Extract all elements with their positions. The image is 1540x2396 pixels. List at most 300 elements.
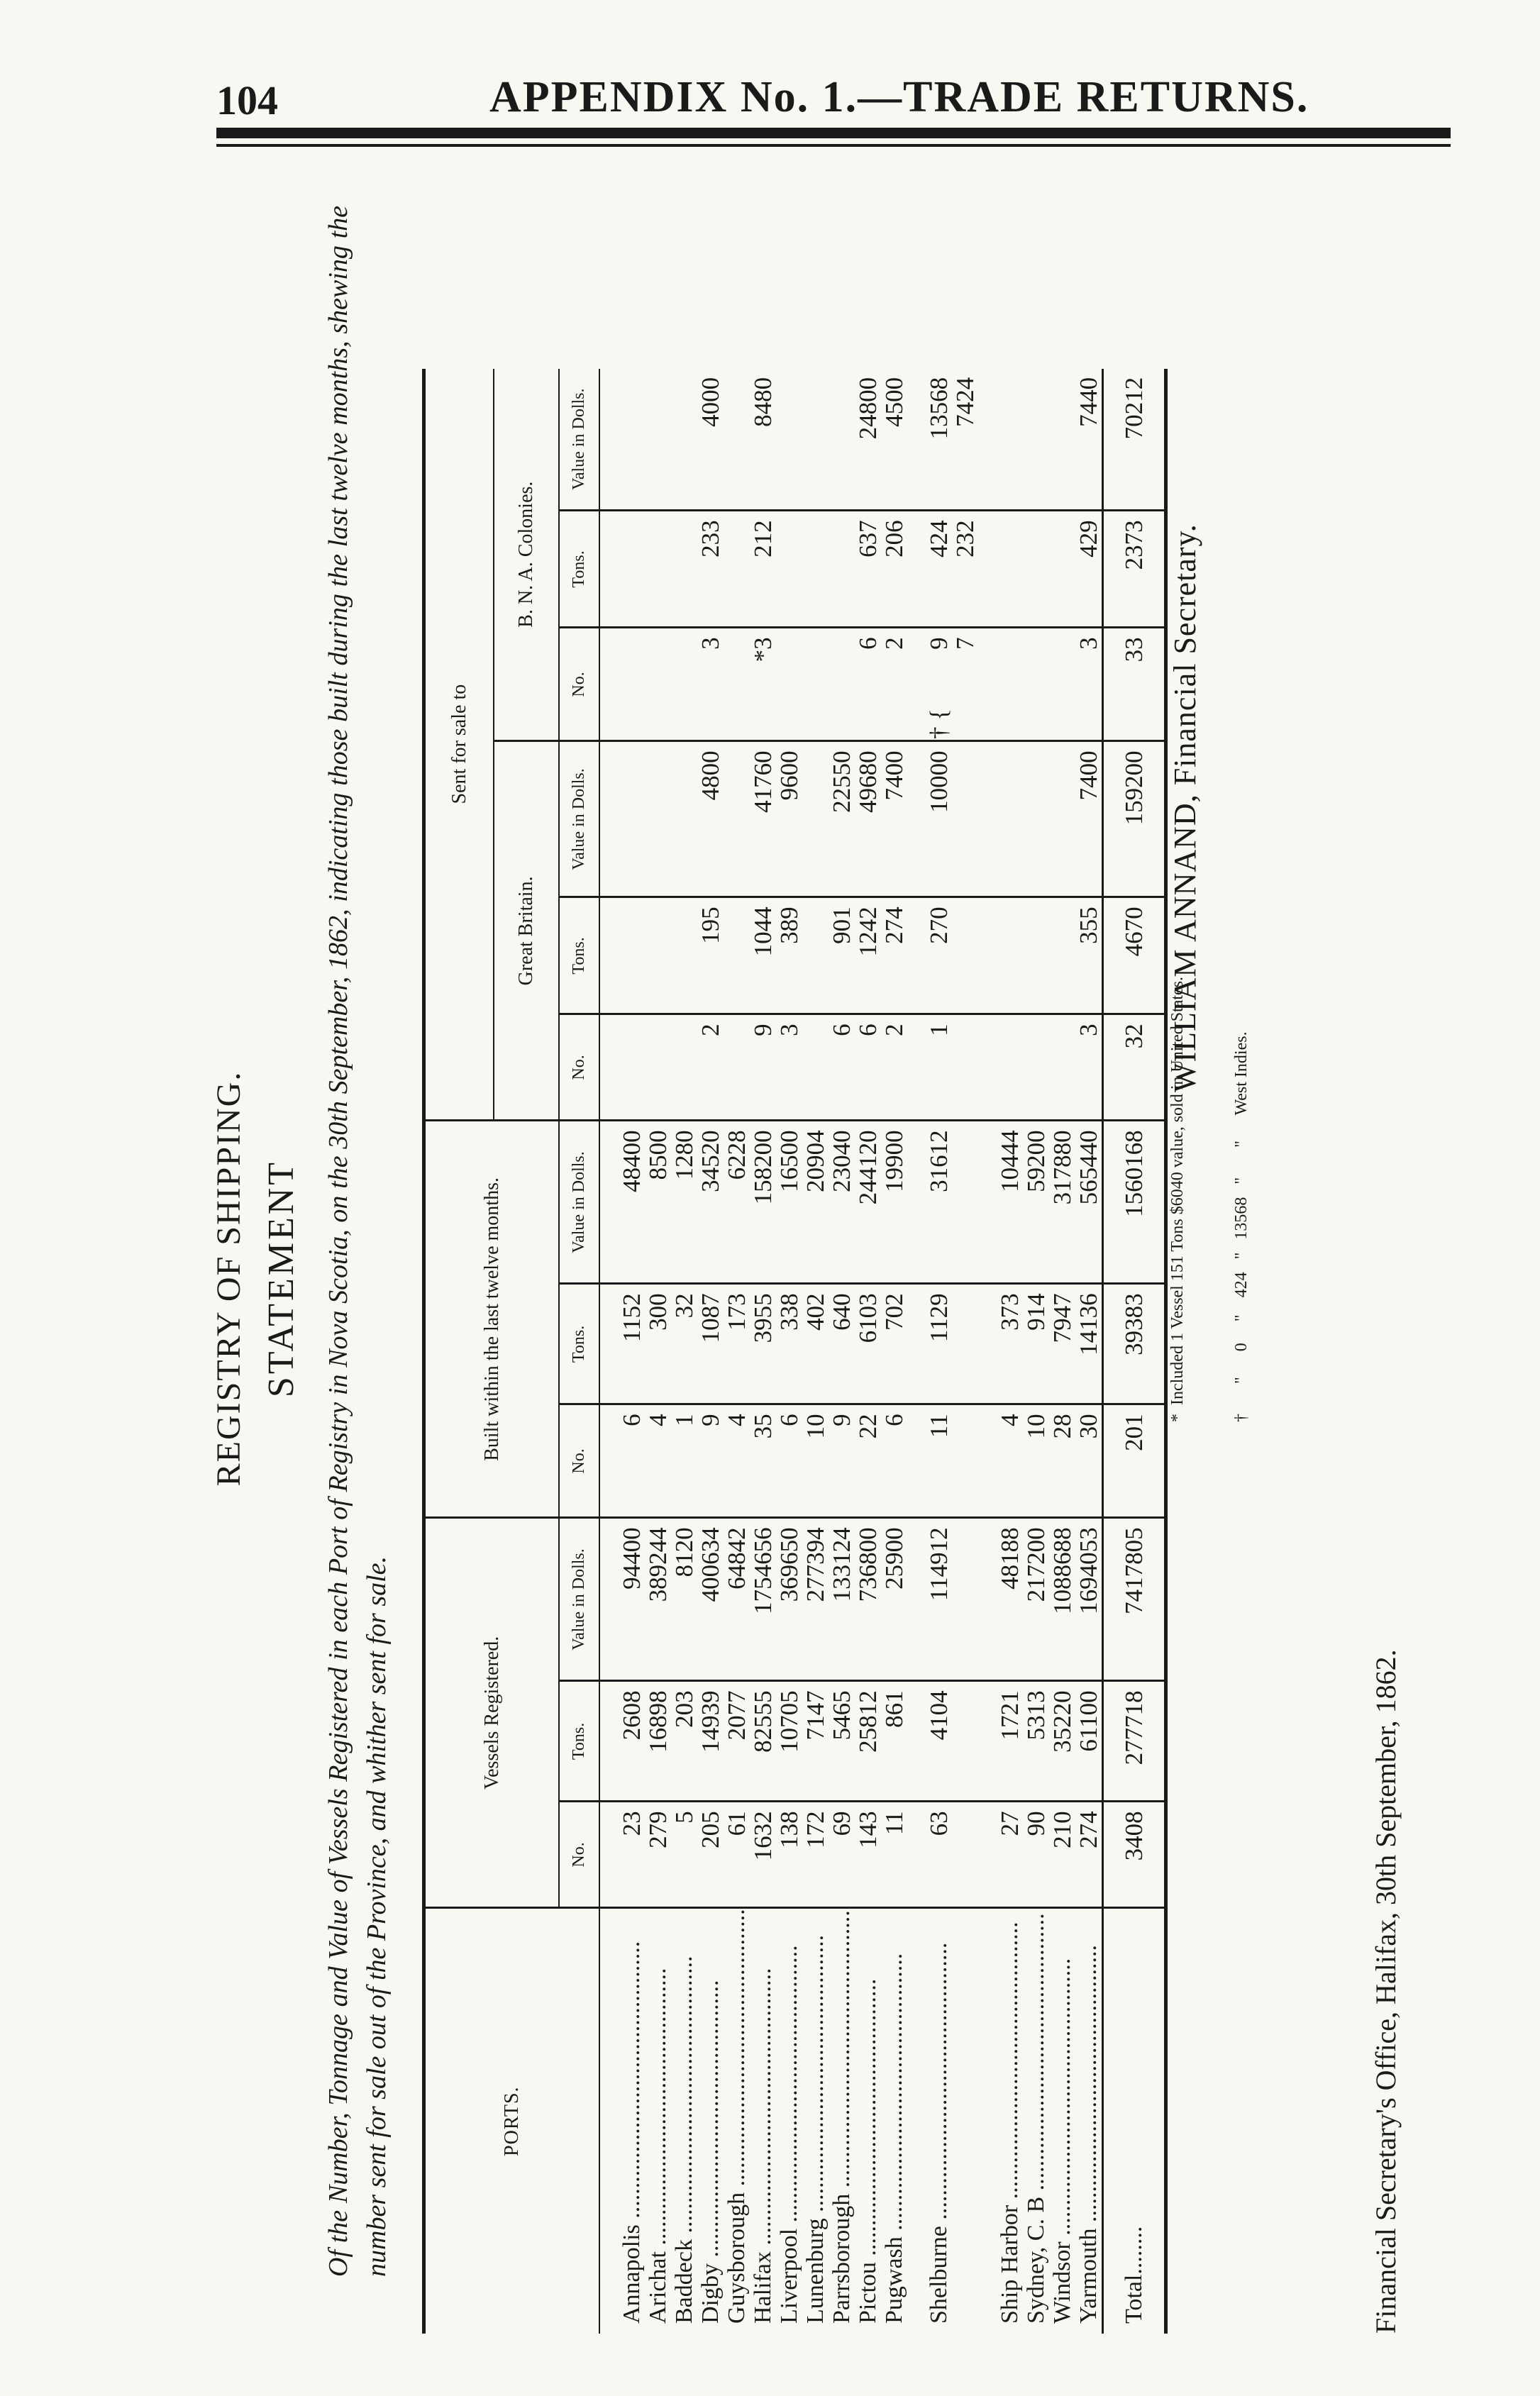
gb-value-cell: 9600: [776, 741, 802, 897]
port-name: Pictou ..............................................: [855, 1978, 881, 2324]
reg-no-cell: 11: [881, 1802, 907, 1908]
gb-no-cell: 6: [829, 1014, 855, 1121]
gb-no-cell: 1: [926, 1014, 952, 1121]
reg-tons-cell: 4104: [926, 1681, 952, 1802]
bna-tons-cell: 429: [1075, 511, 1103, 628]
bna-tons-cell: [802, 511, 829, 628]
bna-tons-cell: 232: [952, 511, 978, 628]
leader-dots: ..............................................: [619, 1941, 645, 2225]
bna-value-cell: 8480: [750, 369, 776, 511]
reg-tons-cell: 203: [671, 1681, 697, 1802]
gb-value-cell: 7400: [881, 741, 907, 897]
great-britain-group-header: Great Britain.: [494, 741, 559, 1121]
gb-no-cell: 2: [881, 1014, 907, 1121]
bna-no-cell: 7: [951, 637, 979, 650]
reg-tons-cell: 2077: [724, 1681, 750, 1802]
reg-value-cell: 389244: [645, 1518, 671, 1681]
footnote-marker: [1075, 706, 1103, 741]
reg-tons-cell: 1721: [997, 1681, 1023, 1802]
reg-no-cell: 61: [724, 1802, 750, 1908]
reg-value-cell: 1754656: [750, 1518, 776, 1681]
footnote-marker: [952, 706, 978, 741]
built-value-cell: 59200: [1023, 1121, 1049, 1284]
footnote-marker: [697, 706, 724, 741]
bna-no-cell: [829, 628, 855, 706]
gb-no-cell: [645, 1014, 671, 1121]
bna-no-cell: 9: [925, 637, 953, 650]
footnote-marker: [724, 706, 750, 741]
reg-no-cell: 138: [776, 1802, 802, 1908]
leader-dots: ..............................................: [855, 1978, 881, 2263]
gb-value-cell: [952, 741, 978, 897]
built-tons-cell: 914: [1023, 1284, 1049, 1404]
bna-value-cell: 4500: [881, 369, 907, 511]
bna-no-cell: 3: [1075, 637, 1102, 650]
built-tons-cell: 373: [997, 1284, 1023, 1404]
bna-no-cell: *3: [749, 637, 777, 662]
built-tons-cell: 173: [724, 1284, 750, 1404]
gb-tons-cell: [997, 897, 1023, 1014]
reg-no-cell: 1632: [750, 1802, 776, 1908]
gb-no-cell: [724, 1014, 750, 1121]
bna-value-cell: [724, 369, 750, 511]
total-bna-no: 33: [1103, 628, 1166, 741]
built-tons-cell: 640: [829, 1284, 855, 1404]
bna-value-cell: [645, 369, 671, 511]
leader-dots: ..............................................: [997, 1921, 1023, 2205]
table-row: [881, 369, 907, 2334]
gb-value-cell: [724, 741, 750, 897]
bna-tons-cell: [671, 511, 697, 628]
gb-value-cell: 10000: [926, 741, 952, 897]
footnote-marker: [997, 706, 1023, 741]
col-header-built-no: No.: [559, 1404, 599, 1518]
page-number: 104: [216, 77, 278, 123]
reg-tons-cell: 25812: [855, 1681, 881, 1802]
rotated-statement: [209, 195, 1444, 2362]
reg-value-cell: 8120: [671, 1518, 697, 1681]
bna-value-cell: [1023, 369, 1049, 511]
table-row: [619, 369, 645, 2334]
bna-value-cell: 7424: [952, 369, 978, 511]
built-no-cell: 6: [776, 1404, 802, 1518]
port-name: Windsor ..............................................: [1049, 1958, 1075, 2324]
reg-no-cell: 205: [697, 1802, 724, 1908]
gb-no-cell: 3: [1075, 1014, 1103, 1121]
reg-tons-cell: 5313: [1023, 1681, 1049, 1802]
built-no-cell: 10: [802, 1404, 829, 1518]
built-value-cell: [952, 1121, 978, 1284]
gb-no-cell: 3: [776, 1014, 802, 1121]
bna-tons-cell: [724, 511, 750, 628]
gb-tons-cell: 901: [829, 897, 855, 1014]
port-name: Shelburne ..............................................: [926, 1942, 952, 2324]
built-no-cell: 10: [1023, 1404, 1049, 1518]
built-value-cell: 6228: [724, 1121, 750, 1284]
port-name: Ship Harbor ..............................................: [997, 1921, 1023, 2324]
gb-no-cell: 9: [750, 1014, 776, 1121]
footnote-line: † " 0 " 424 " 13568 " " West Indies.: [1232, 1031, 1251, 1422]
built-no-cell: 9: [697, 1404, 724, 1518]
bna-value-cell: [1049, 369, 1075, 511]
port-name: [952, 1908, 978, 2334]
port-name: Halifax ..............................................: [750, 1968, 776, 2324]
reg-tons-cell: 16898: [645, 1681, 671, 1802]
bna-tons-cell: [619, 511, 645, 628]
built-no-cell: 1: [671, 1404, 697, 1518]
reg-tons-cell: 7147: [802, 1681, 829, 1802]
leader-dots: ..............................................: [697, 1980, 724, 2263]
leader-dots: ..............................................: [645, 1968, 671, 2252]
leader-dots: ..............................................: [671, 1956, 697, 2240]
col-header-bna-no: No.: [559, 628, 599, 741]
sent-for-sale-group-header: Sent for sale to: [424, 369, 494, 1121]
bna-no-cell: [1023, 628, 1049, 706]
port-name: Guysborough ..............................................: [724, 1909, 750, 2324]
reg-no-cell: 90: [1023, 1802, 1049, 1908]
col-header-reg-value: Value in Dolls.: [559, 1518, 599, 1681]
total-built-no: 201: [1103, 1404, 1166, 1518]
gb-no-cell: [952, 1014, 978, 1121]
table-row: [926, 369, 952, 2334]
built-tons-cell: 1152: [619, 1284, 645, 1404]
reg-no-cell: 210: [1049, 1802, 1075, 1908]
col-header-built-tons: Tons.: [559, 1284, 599, 1404]
gb-tons-cell: [802, 897, 829, 1014]
gb-value-cell: [619, 741, 645, 897]
footnote-marker: [802, 706, 829, 741]
reg-value-cell: 114912: [926, 1518, 952, 1681]
col-header-built-value: Value in Dolls.: [559, 1121, 599, 1284]
bna-value-cell: [829, 369, 855, 511]
reg-no-cell: 172: [802, 1802, 829, 1908]
gb-no-cell: 2: [697, 1014, 724, 1121]
gb-value-cell: [1023, 741, 1049, 897]
built-tons-cell: 702: [881, 1284, 907, 1404]
bna-value-cell: 4000: [697, 369, 724, 511]
bna-tons-cell: 424: [926, 511, 952, 628]
bna-tons-cell: [776, 511, 802, 628]
reg-value-cell: 48188: [997, 1518, 1023, 1681]
reg-value-cell: 133124: [829, 1518, 855, 1681]
gb-tons-cell: 270: [926, 897, 952, 1014]
built-value-cell: 1280: [671, 1121, 697, 1284]
footnote-marker: [750, 706, 776, 741]
header-rule-thin: [216, 144, 1451, 147]
gb-tons-cell: [645, 897, 671, 1014]
reg-tons-cell: 861: [881, 1681, 907, 1802]
table-row: [645, 369, 671, 2334]
bna-no-cell: [776, 628, 802, 706]
built-value-cell: 565440: [1075, 1121, 1103, 1284]
shipping-table: [422, 369, 1168, 2334]
table-row: [829, 369, 855, 2334]
running-title: APPENDIX No. 1.—TRADE RETURNS.: [489, 73, 1309, 121]
bna-tons-cell: [645, 511, 671, 628]
reg-no-cell: 63: [926, 1802, 952, 1908]
gb-tons-cell: [724, 897, 750, 1014]
total-reg-tons: 277718: [1103, 1681, 1166, 1802]
reg-no-cell: 274: [1075, 1802, 1103, 1908]
table-row: [1049, 369, 1075, 2334]
gb-tons-cell: 195: [697, 897, 724, 1014]
footnote-marker: [881, 706, 907, 741]
gb-value-cell: 4800: [697, 741, 724, 897]
table-row: [750, 369, 776, 2334]
gb-no-cell: [997, 1014, 1023, 1121]
table-row: [671, 369, 697, 2334]
built-tons-cell: 1087: [697, 1284, 724, 1404]
gb-tons-cell: [1049, 897, 1075, 1014]
footnote-marker: [829, 706, 855, 741]
table-row: [997, 369, 1023, 2334]
signature: WILLIAM ANNAND, Financial Secretary.: [1168, 523, 1202, 1092]
bna-value-cell: 24800: [855, 369, 881, 511]
gb-value-cell: [997, 741, 1023, 897]
bna-value-cell: 13568: [926, 369, 952, 511]
table-row: [697, 369, 724, 2334]
built-no-cell: 22: [855, 1404, 881, 1518]
leader-dots: ..............................................: [881, 1953, 907, 2237]
gb-tons-cell: [619, 897, 645, 1014]
footnote-marker: [645, 706, 671, 741]
bna-no-cell: [802, 628, 829, 706]
col-header-gb-no: No.: [559, 1014, 599, 1121]
footnote-marker: [855, 706, 881, 741]
built-no-cell: [952, 1404, 978, 1518]
leader-dots: ..............................................: [1049, 1958, 1075, 2242]
bna-no-cell: [619, 628, 645, 706]
footnote-marker: † {: [926, 706, 952, 741]
reg-value-cell: 64842: [724, 1518, 750, 1681]
total-reg-value: 7417805: [1103, 1518, 1166, 1681]
reg-value-cell: 1694053: [1075, 1518, 1103, 1681]
built-tons-cell: 7947: [1049, 1284, 1075, 1404]
reg-tons-cell: 5465: [829, 1681, 855, 1802]
leader-dots: ..............................................: [750, 1968, 776, 2252]
table-row: [952, 369, 978, 2334]
total-gb-tons: 4670: [1103, 897, 1166, 1014]
port-name: Liverpool ..............................................: [776, 1945, 802, 2324]
built-no-cell: 30: [1075, 1404, 1103, 1518]
col-header-reg-tons: Tons.: [559, 1681, 599, 1802]
page-header: [0, 0, 1540, 163]
gb-tons-cell: [1023, 897, 1049, 1014]
built-tons-cell: 300: [645, 1284, 671, 1404]
built-group-header: Built within the last twelve months.: [424, 1121, 560, 1518]
built-no-cell: 9: [829, 1404, 855, 1518]
built-tons-cell: 338: [776, 1284, 802, 1404]
reg-value-cell: 277394: [802, 1518, 829, 1681]
total-gb-value: 159200: [1103, 741, 1166, 897]
col-header-gb-value: Value in Dolls.: [559, 741, 599, 897]
gb-value-cell: [802, 741, 829, 897]
built-value-cell: 48400: [619, 1121, 645, 1284]
gb-no-cell: [1023, 1014, 1049, 1121]
gb-value-cell: 22550: [829, 741, 855, 897]
total-label: [1103, 1908, 1166, 2334]
built-value-cell: 23040: [829, 1121, 855, 1284]
port-name: Parrsborough ..............................................: [829, 1910, 855, 2324]
total-reg-no: 3408: [1103, 1802, 1166, 1908]
gb-no-cell: [802, 1014, 829, 1121]
reg-value-cell: 25900: [881, 1518, 907, 1681]
reg-no-cell: 143: [855, 1802, 881, 1908]
reg-value-cell: 94400: [619, 1518, 645, 1681]
reg-tons-cell: 35220: [1049, 1681, 1075, 1802]
gb-value-cell: [1049, 741, 1075, 897]
built-value-cell: 16500: [776, 1121, 802, 1284]
built-tons-cell: 6103: [855, 1284, 881, 1404]
reg-value-cell: 369650: [776, 1518, 802, 1681]
built-tons-cell: 32: [671, 1284, 697, 1404]
leader-dots: ..............................................: [829, 1910, 855, 2194]
leader-dots: ..............................................: [1075, 1945, 1102, 2229]
bna-value-cell: [619, 369, 645, 511]
total-built-tons: 39383: [1103, 1284, 1166, 1404]
bna-tons-cell: 212: [750, 511, 776, 628]
built-value-cell: 34520: [697, 1121, 724, 1284]
bna-tons-cell: [1023, 511, 1049, 628]
reg-no-cell: [952, 1802, 978, 1908]
footnote-marker: [1049, 706, 1075, 741]
port-name: Sydney, C. B ..............................................: [1023, 1913, 1049, 2324]
reg-value-cell: 400634: [697, 1518, 724, 1681]
port-name: Digby ..............................................: [697, 1980, 724, 2324]
gb-value-cell: 49680: [855, 741, 881, 897]
built-no-cell: 6: [881, 1404, 907, 1518]
footnote-marker: [776, 706, 802, 741]
bna-no-cell: 2: [880, 637, 908, 650]
leader-dots: ..............................................: [776, 1945, 802, 2229]
gb-value-cell: [645, 741, 671, 897]
table-row: [802, 369, 829, 2334]
leader-dots: ..............................................: [926, 1942, 952, 2226]
gb-no-cell: [1049, 1014, 1075, 1121]
built-tons-cell: 1129: [926, 1284, 952, 1404]
gb-tons-cell: 389: [776, 897, 802, 1014]
footnote-marker: [1023, 706, 1049, 741]
built-no-cell: 35: [750, 1404, 776, 1518]
bna-tons-cell: [1049, 511, 1075, 628]
built-no-cell: 6: [619, 1404, 645, 1518]
gb-value-cell: 41760: [750, 741, 776, 897]
built-no-cell: 4: [645, 1404, 671, 1518]
reg-no-cell: 23: [619, 1802, 645, 1908]
built-value-cell: 244120: [855, 1121, 881, 1284]
bna-no-cell: [1049, 628, 1075, 706]
document-description: Of the Number, Tonnage and Value of Vessels Registered in each Port of Registry in Nova Scotia, on the 30th September, 1862, indicating those built during the last twelve months, shewing the number sent for sale out of the Province, and whither sent for sale.: [323, 206, 392, 2277]
built-no-cell: 11: [926, 1404, 952, 1518]
built-no-cell: 28: [1049, 1404, 1075, 1518]
table-row: [1023, 369, 1049, 2334]
port-name: Pugwash ..............................................: [881, 1953, 907, 2324]
bna-no-cell: [724, 628, 750, 706]
document-title: REGISTRY OF SHIPPING.: [210, 1070, 248, 1487]
bna-value-cell: 7440: [1075, 369, 1103, 511]
bna-value-cell: [802, 369, 829, 511]
gb-tons-cell: 355: [1075, 897, 1103, 1014]
bna-tons-cell: 233: [697, 511, 724, 628]
gb-tons-cell: [671, 897, 697, 1014]
footnote-marker: [671, 706, 697, 741]
built-tons-cell: 402: [802, 1284, 829, 1404]
bna-no-cell: [997, 628, 1023, 706]
bna-value-cell: [776, 369, 802, 511]
reg-tons-cell: 61100: [1075, 1681, 1103, 1802]
leader-dots: ........: [1121, 2226, 1147, 2275]
bna-tons-cell: 637: [855, 511, 881, 628]
total-label-text: Total: [1121, 2274, 1147, 2324]
bna-value-cell: [671, 369, 697, 511]
gb-no-cell: [671, 1014, 697, 1121]
bna-tons-cell: [997, 511, 1023, 628]
reg-tons-cell: [952, 1681, 978, 1802]
built-value-cell: 31612: [926, 1121, 952, 1284]
bna-colonies-group-header: B. N. A. Colonies.: [494, 369, 559, 741]
built-tons-cell: 14136: [1075, 1284, 1103, 1404]
total-built-value: 1560168: [1103, 1121, 1166, 1284]
built-value-cell: 20904: [802, 1121, 829, 1284]
port-name: Annapolis ..............................................: [619, 1941, 645, 2324]
built-tons-cell: 3955: [750, 1284, 776, 1404]
col-header-gb-tons: Tons.: [559, 897, 599, 1014]
gb-tons-cell: 274: [881, 897, 907, 1014]
total-bna-tons: 2373: [1103, 511, 1166, 628]
ports-header: PORTS.: [424, 1908, 600, 2334]
office-line: Financial Secretary's Office, Halifax, 30th September, 1862.: [1370, 1649, 1402, 2334]
bna-no-cell: [645, 628, 671, 706]
leader-dots: ..............................................: [724, 1909, 750, 2192]
port-name: Baddeck ..............................................: [671, 1956, 697, 2324]
reg-no-cell: 69: [829, 1802, 855, 1908]
document-subtitle: STATEMENT: [261, 1159, 301, 1398]
total-bna-value: 70212: [1103, 369, 1166, 511]
gb-tons-cell: 1044: [750, 897, 776, 1014]
leader-dots: ..............................................: [1023, 1913, 1049, 2197]
reg-no-cell: 279: [645, 1802, 671, 1908]
total-gb-no: 32: [1103, 1014, 1166, 1121]
built-no-cell: 4: [997, 1404, 1023, 1518]
bna-value-cell: [997, 369, 1023, 511]
port-name: Lunenburg ..............................................: [802, 1934, 829, 2324]
table-row: [776, 369, 802, 2334]
header-rule-thick: [216, 128, 1451, 138]
built-tons-cell: [952, 1284, 978, 1404]
built-value-cell: 158200: [750, 1121, 776, 1284]
reg-no-cell: 27: [997, 1802, 1023, 1908]
gb-value-cell: [671, 741, 697, 897]
bna-no-cell: [671, 628, 697, 706]
table-row: [855, 369, 881, 2334]
reg-value-cell: 1088688: [1049, 1518, 1075, 1681]
registered-group-header: Vessels Registered.: [424, 1518, 560, 1908]
reg-value-cell: [952, 1518, 978, 1681]
gb-value-cell: 7400: [1075, 741, 1103, 897]
built-no-cell: 4: [724, 1404, 750, 1518]
gb-no-cell: [619, 1014, 645, 1121]
footnotes: [1124, 977, 1295, 1422]
reg-tons-cell: 82555: [750, 1681, 776, 1802]
reg-tons-cell: 2608: [619, 1681, 645, 1802]
reg-value-cell: 736800: [855, 1518, 881, 1681]
reg-tons-cell: 10705: [776, 1681, 802, 1802]
gb-tons-cell: 1242: [855, 897, 881, 1014]
col-header-bna-tons: Tons.: [559, 511, 599, 628]
footnote-marker: [619, 706, 645, 741]
table-row: [724, 369, 750, 2334]
table-row: [1075, 369, 1103, 2334]
